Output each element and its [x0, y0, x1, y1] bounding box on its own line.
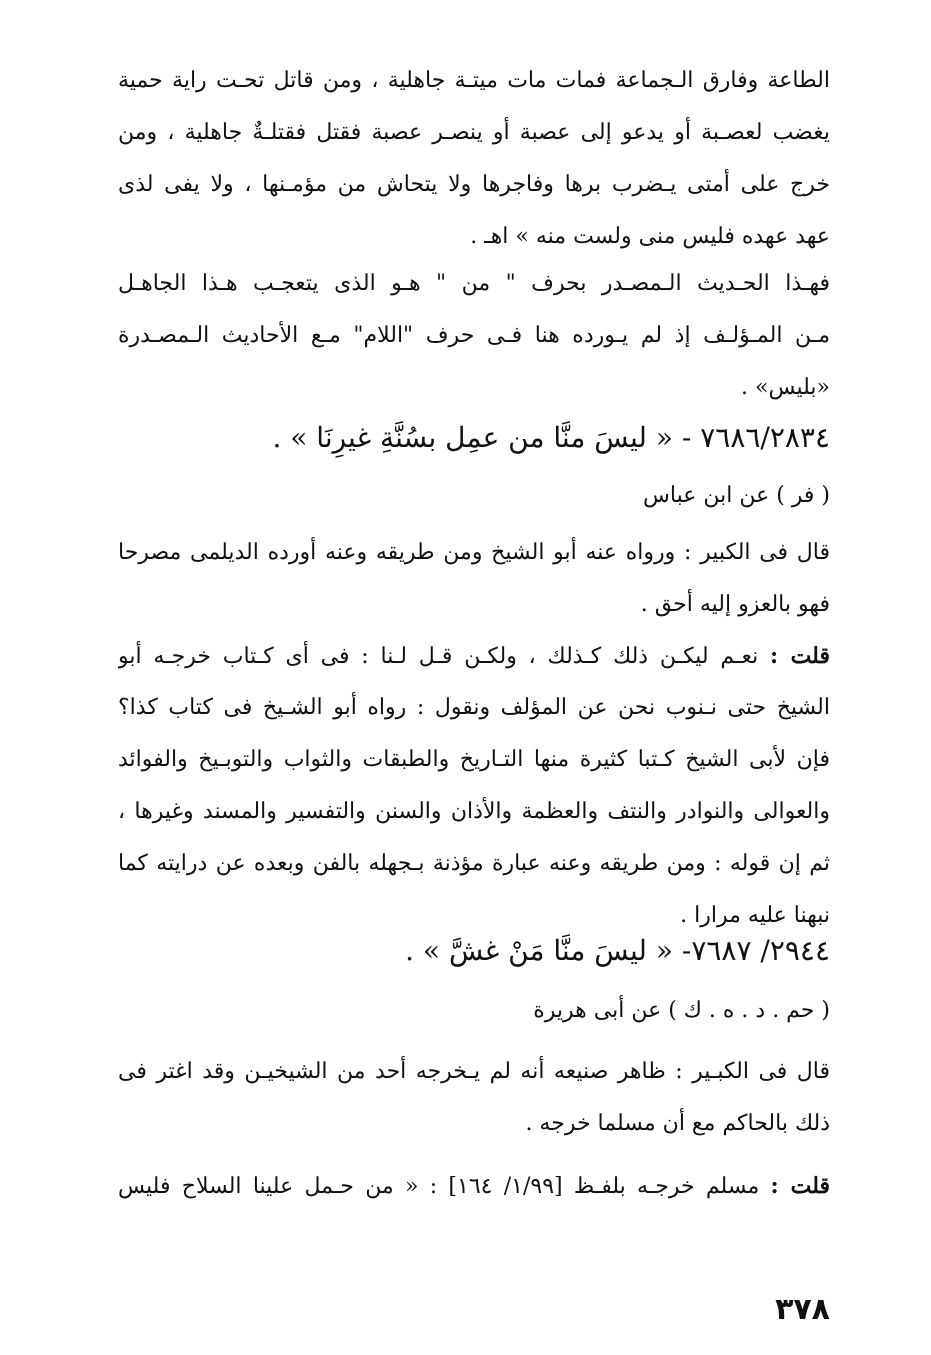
text-line: فهو بالعزو إليه أحق .	[640, 592, 830, 617]
text-line: فهـذا الحـديث الـمصـدر بحرف " من " هـو الذى يتعجـب هـذا الجاهـل	[118, 271, 830, 296]
hadith-entry-7686	[118, 407, 830, 469]
text-line	[118, 1160, 830, 1212]
hadith-entry-7687	[118, 920, 830, 982]
paragraph-5	[118, 1046, 830, 1150]
bold-lead: قلت :	[770, 1173, 830, 1199]
text-line: الشيخ حتى نـنوب نحن عن المؤلف ونقول : رواه أبو الشـيخ فى كتاب كذا؟	[118, 695, 830, 720]
source-line: ( حم . د . ه . ك ) عن أبى هريرة	[533, 998, 830, 1023]
text-line	[118, 630, 830, 682]
hadith-text: ٢٩٤٤/ ٧٦٨٧- « ليسَ منَّا مَنْ غشَّ » .	[405, 934, 830, 967]
text-line: قال فى الكبير : ورواه عنه أبو الشيخ ومن طريقه وعنه أورده الديلمى مصرحا	[118, 540, 830, 565]
text-line: عهد عهده فليس منى ولست منه » اهـ .	[470, 224, 830, 249]
text-line: والعوالى والنوادر والنتف والعظمة والأذان والسنن والتفسير والمسند وغيرها ،	[118, 799, 830, 824]
text-line: نبهنا عليه مرارا .	[680, 903, 830, 928]
hadith-source-1	[118, 470, 830, 522]
text-line: الطاعة وفارق الـجماعة فمات مات ميتـة جاهلية ، ومن قاتل تحـت راية حمية	[118, 68, 830, 93]
bold-lead: قلت :	[770, 643, 830, 669]
text-line: ثم إن قوله : ومن طريقه وعنه عبارة مؤذنة بـجهله بالفن وبعده عن درايته كما	[118, 851, 830, 876]
text-line: فإن لأبى الشيخ كـتبا كثيرة منها التـاريخ والطبقات والثواب والتوبـيخ والفوائد	[118, 747, 830, 772]
line-text: مسلم خرجـه بلفـظ [١/٩٩/ ١٦٤] : « من حـمل علينا السلاح فليس	[118, 1174, 760, 1199]
paragraph-4	[118, 630, 830, 942]
text-line: ذلك بالحاكم مع أن مسلما خرجه .	[525, 1111, 830, 1136]
text-line: «بليس» .	[741, 375, 830, 400]
paragraph-3	[118, 527, 830, 631]
text-line: قال فى الكبـير : ظاهر صنيعه أنه لم يـخرجه أحد من الشيخيـن وقد اغتر فى	[118, 1059, 830, 1084]
hadith-text: ٧٦٨٦/٢٨٣٤ - « ليسَ منَّا من عمِل بسُنَّةِ غيرِنَا » .	[272, 421, 830, 454]
paragraph-6	[118, 1160, 830, 1212]
page-number: ٣٧٨	[775, 1292, 830, 1327]
line-text: نعـم ليكـن ذلك كـذلك ، ولكـن قـل لـنا : فى أى كـتاب خرجـه أبو	[118, 644, 759, 669]
hadith-source-2	[118, 985, 830, 1037]
text-line: خرج على أمتى يـضرب برها وفاجرها ولا يتحاش من مؤمـنها ، ولا يفى لذى	[118, 172, 830, 197]
paragraph-1	[118, 55, 830, 263]
text-line: يغضب لعصـبة أو يدعو إلى عصبة أو ينصـر عصبة فقتل فقتلـةٌ جاهلية ، ومن	[118, 120, 830, 145]
text-line: مـن المـؤلـف إذ لم يـورده هنا فـى حرف "اللام" مـع الأحاديث الـمصـدرة	[118, 323, 830, 348]
paragraph-2	[118, 258, 830, 414]
source-line: ( فر ) عن ابن عباس	[643, 483, 830, 508]
